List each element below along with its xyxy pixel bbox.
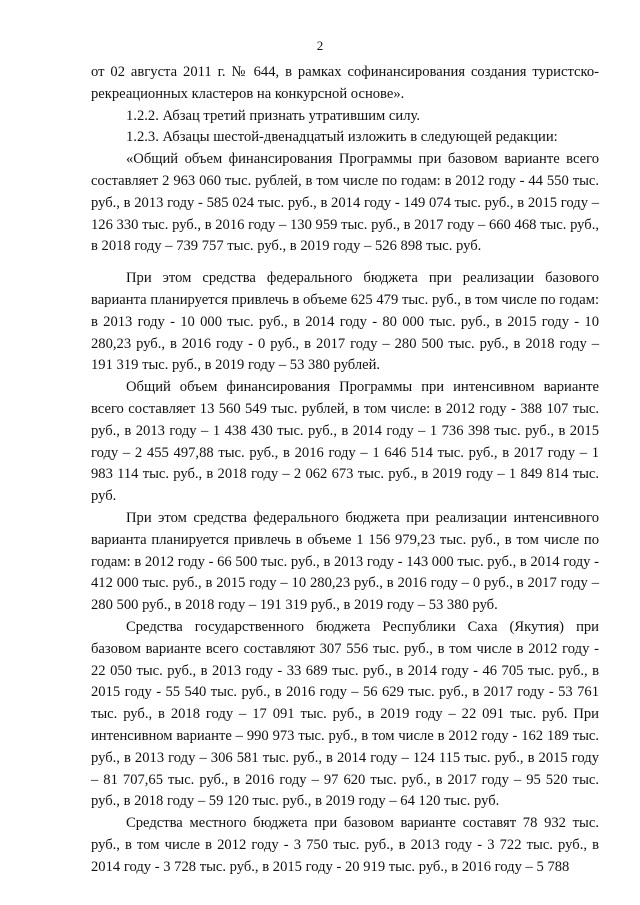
paragraph-local-budget: Средства местного бюджета при базовом варианте составят 78 932 тыс. руб., в том числе в 2012 году - 3 750 тыс. руб., в 2013 году - 3 722 тыс. руб., в 2014 году - 3 728 тыс. руб., в 2015 году - 20 919 тыс. руб., в 2016 году – 5 788	[91, 815, 599, 875]
paragraph-clause-1-2-2: 1.2.2. Абзац третий признать утратившим силу.	[126, 107, 420, 124]
paragraph-total-base-financing: «Общий объем финансирования Программы при базовом варианте всего составляет 2 963 060 тыс. рублей, в том числе по годам: в 2012 году - 44 550 тыс. руб., в 2013 году - 585 024 тыс. руб., в 2014 году - 149 074 тыс. руб., в 2015 году – 126 330 тыс. руб., в 2016 году – 130 959 тыс. руб., в 2017 году – 660 468 тыс. руб., в 2018 году – 739 757 тыс. руб., в 2019 году – 526 898 тыс. руб.	[91, 151, 599, 255]
paragraph-federal-base: При этом средства федерального бюджета при реализации базового варианта планируется привлечь в объеме 625 479 тыс. руб., в том числе по годам: в 2013 году - 10 000 тыс. руб., в 2014 году - 80 000 тыс. руб., в 2015 году - 10 280,23 руб., в 2016 году - 0 руб., в 2017 году – 280 500 тыс. руб., в 2018 году – 191 319 тыс. руб., в 2019 году – 53 380 рублей.	[91, 270, 599, 374]
document-body	[91, 62, 599, 878]
page-number: 2	[316, 38, 324, 53]
paragraph-clause-1-2-3: 1.2.3. Абзацы шестой-двенадцатый изложить в следующей редакции:	[126, 129, 558, 146]
paragraph-state-budget: Средства государственного бюджета Республики Саха (Якутия) при базовом варианте всего составляют 307 556 тыс. руб., в том числе в 2012 году - 22 050 тыс. руб., в 2013 году - 33 689 тыс. руб., в 2014 году - 46 705 тыс. руб., в 2015 году - 55 540 тыс. руб., в 2016 году – 56 629 тыс. руб., в 2017 году - 53 761 тыс. руб., в 2018 году – 17 091 тыс. руб., в 2019 году – 22 091 тыс. руб. При интенсивном варианте – 990 973 тыс. руб., в том числе в 2012 году - 162 189 тыс. руб., в 2013 году – 306 581 тыс. руб., в 2014 году – 124 115 тыс. руб., в 2015 году – 81 707,65 тыс. руб., в 2016 году – 97 620 тыс. руб., в 2017 году – 95 520 тыс. руб., в 2018 году – 59 120 тыс. руб., в 2019 году – 64 120 тыс. руб.	[91, 618, 599, 810]
paragraph-continuation: от 02 августа 2011 г. № 644, в рамках софинансирования создания туристско-рекреационных кластеров на конкурсной основе».	[91, 64, 599, 102]
paragraph-federal-intensive: При этом средства федерального бюджета при реализации интенсивного варианта планируется привлечь в объеме 1 156 979,23 тыс. руб., в том числе по годам: в 2012 году - 66 500 тыс. руб., в 2013 году - 143 000 тыс. руб., в 2014 году - 412 000 тыс. руб., в 2015 году – 10 280,23 руб., в 2016 году – 0 руб., в 2017 году – 280 500 руб., в 2018 году – 191 319 руб., в 2019 году – 53 380 руб.	[91, 509, 599, 614]
paragraph-total-intensive-financing: Общий объем финансирования Программы при интенсивном варианте всего составляет 13 560 549 тыс. рублей, в том числе: в 2012 году - 388 107 тыс. руб., в 2013 году – 1 438 430 тыс. руб., в 2014 году – 1 736 398 тыс. руб., в 2015 году – 2 455 497,88 тыс. руб., в 2016 году – 1 646 514 тыс. руб., в 2017 году – 1 983 114 тыс. руб., в 2018 году – 2 062 673 тыс. руб., в 2019 году – 1 849 814 тыс. руб.	[91, 379, 599, 505]
